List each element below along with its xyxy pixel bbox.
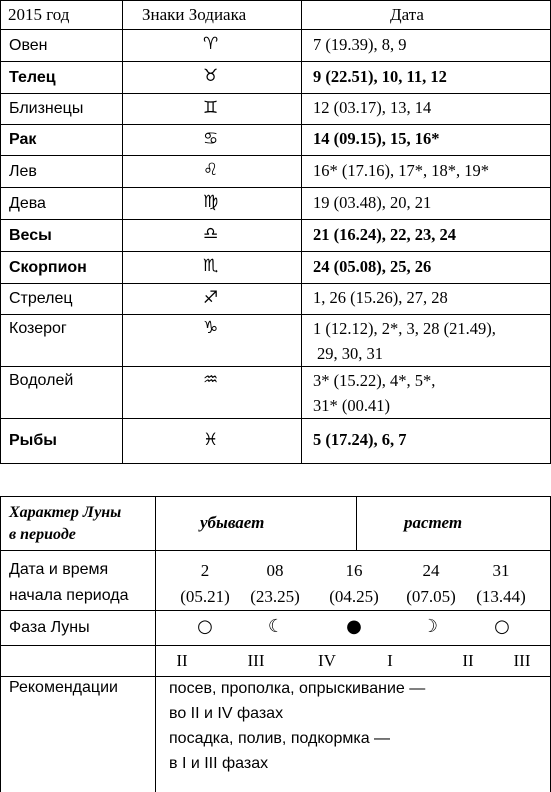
recommendation-line: во II и IV фазах: [169, 705, 284, 722]
sign-name: Рак: [9, 131, 37, 148]
phase-label: Фаза Луны: [9, 619, 90, 636]
sign-dates: 3* (15.22), 4*, 5*,: [313, 371, 436, 390]
period-time: (07.05): [406, 587, 456, 606]
sign-dates: 9 (22.51), 10, 11, 12: [313, 67, 447, 86]
quarter-label: II: [176, 651, 188, 670]
sign-name: Телец: [9, 69, 56, 86]
sign-dates: 19 (03.48), 20, 21: [313, 193, 432, 212]
sign-dates: 21 (16.24), 22, 23, 24: [313, 225, 456, 244]
sign-dates: 14 (09.15), 15, 16*: [313, 129, 440, 148]
recommendation-line: посев, прополка, опрыскивание —: [169, 680, 426, 697]
period-day: 2: [200, 561, 210, 580]
quarter-label: II: [462, 651, 474, 670]
signs-header: Знаки Зодиака: [142, 5, 247, 24]
period-day: 08: [266, 561, 284, 580]
waning-label: убывает: [200, 513, 265, 532]
quarter-label: III: [513, 651, 531, 670]
sign-name: Весы: [9, 227, 52, 244]
recommendation-line: посадка, полив, подкормка —: [169, 730, 391, 747]
sign-name: Рыбы: [9, 432, 57, 449]
zodiac-symbol-icon: ♑: [203, 318, 219, 338]
period-label-line1: Дата и время: [9, 561, 109, 578]
period-time: (04.25): [329, 587, 379, 606]
zodiac-symbol-icon: ♌: [203, 160, 219, 180]
period-time: (13.44): [476, 587, 526, 606]
zodiac-symbol-icon: ♈: [203, 34, 219, 54]
sign-name: Скорпион: [9, 259, 87, 276]
sign-name: Овен: [9, 37, 48, 54]
sign-dates: 1 (12.12), 2*, 3, 28 (21.49),: [313, 319, 496, 338]
dates-header: Дата: [390, 5, 424, 24]
sign-dates: 31* (00.41): [313, 396, 390, 415]
zodiac-symbol-icon: ♍: [203, 192, 219, 212]
waxing-label: растет: [404, 513, 463, 532]
new-moon-icon: ●: [346, 616, 362, 637]
full-moon-icon: ○: [494, 616, 510, 637]
period-label-line2: начала периода: [9, 587, 129, 604]
period-day: 31: [492, 561, 510, 580]
sign-dates: 12 (03.17), 13, 14: [313, 98, 432, 117]
period-day: 16: [345, 561, 363, 580]
sign-dates: 29, 30, 31: [317, 344, 383, 363]
moon-character-label-line1: Характер Луны: [9, 504, 122, 521]
period-day: 24: [422, 561, 440, 580]
sign-dates: 5 (17.24), 6, 7: [313, 430, 407, 449]
zodiac-symbol-icon: ♒: [203, 370, 219, 390]
zodiac-symbol-icon: ♏: [203, 256, 219, 276]
period-time: (05.21): [180, 587, 230, 606]
sign-name: Близнецы: [9, 100, 84, 117]
waning-crescent-icon: ☾: [267, 616, 285, 637]
zodiac-symbol-icon: ♋: [203, 129, 219, 149]
zodiac-symbol-icon: ♓: [203, 430, 219, 450]
sign-name: Стрелец: [9, 290, 73, 307]
period-time: (23.25): [250, 587, 300, 606]
zodiac-symbol-icon: ♎: [203, 224, 219, 244]
quarter-label: I: [387, 651, 393, 670]
sign-name: Лев: [9, 163, 37, 180]
quarter-label: IV: [318, 651, 336, 670]
sign-dates: 7 (19.39), 8, 9: [313, 35, 407, 54]
sign-dates: 1, 26 (15.26), 27, 28: [313, 288, 448, 307]
recommendation-line: в I и III фазах: [169, 755, 269, 772]
recommendations-label: Рекомендации: [9, 679, 118, 696]
zodiac-symbol-icon: ♐: [203, 288, 219, 308]
year-header: 2015 год: [8, 5, 70, 24]
zodiac-symbol-icon: ♊: [203, 98, 219, 118]
sign-name: Водолей: [9, 372, 74, 389]
moon-character-label-line2: в периоде: [9, 526, 76, 543]
full-moon-icon: ○: [197, 616, 213, 637]
sign-name: Дева: [9, 195, 46, 212]
sign-dates: 16* (17.16), 17*, 18*, 19*: [313, 161, 489, 180]
waxing-crescent-icon: ☽: [421, 616, 439, 637]
sign-dates: 24 (05.08), 25, 26: [313, 257, 432, 276]
sign-name: Козерог: [9, 320, 67, 337]
quarter-label: III: [247, 651, 265, 670]
zodiac-symbol-icon: ♉: [203, 66, 219, 86]
